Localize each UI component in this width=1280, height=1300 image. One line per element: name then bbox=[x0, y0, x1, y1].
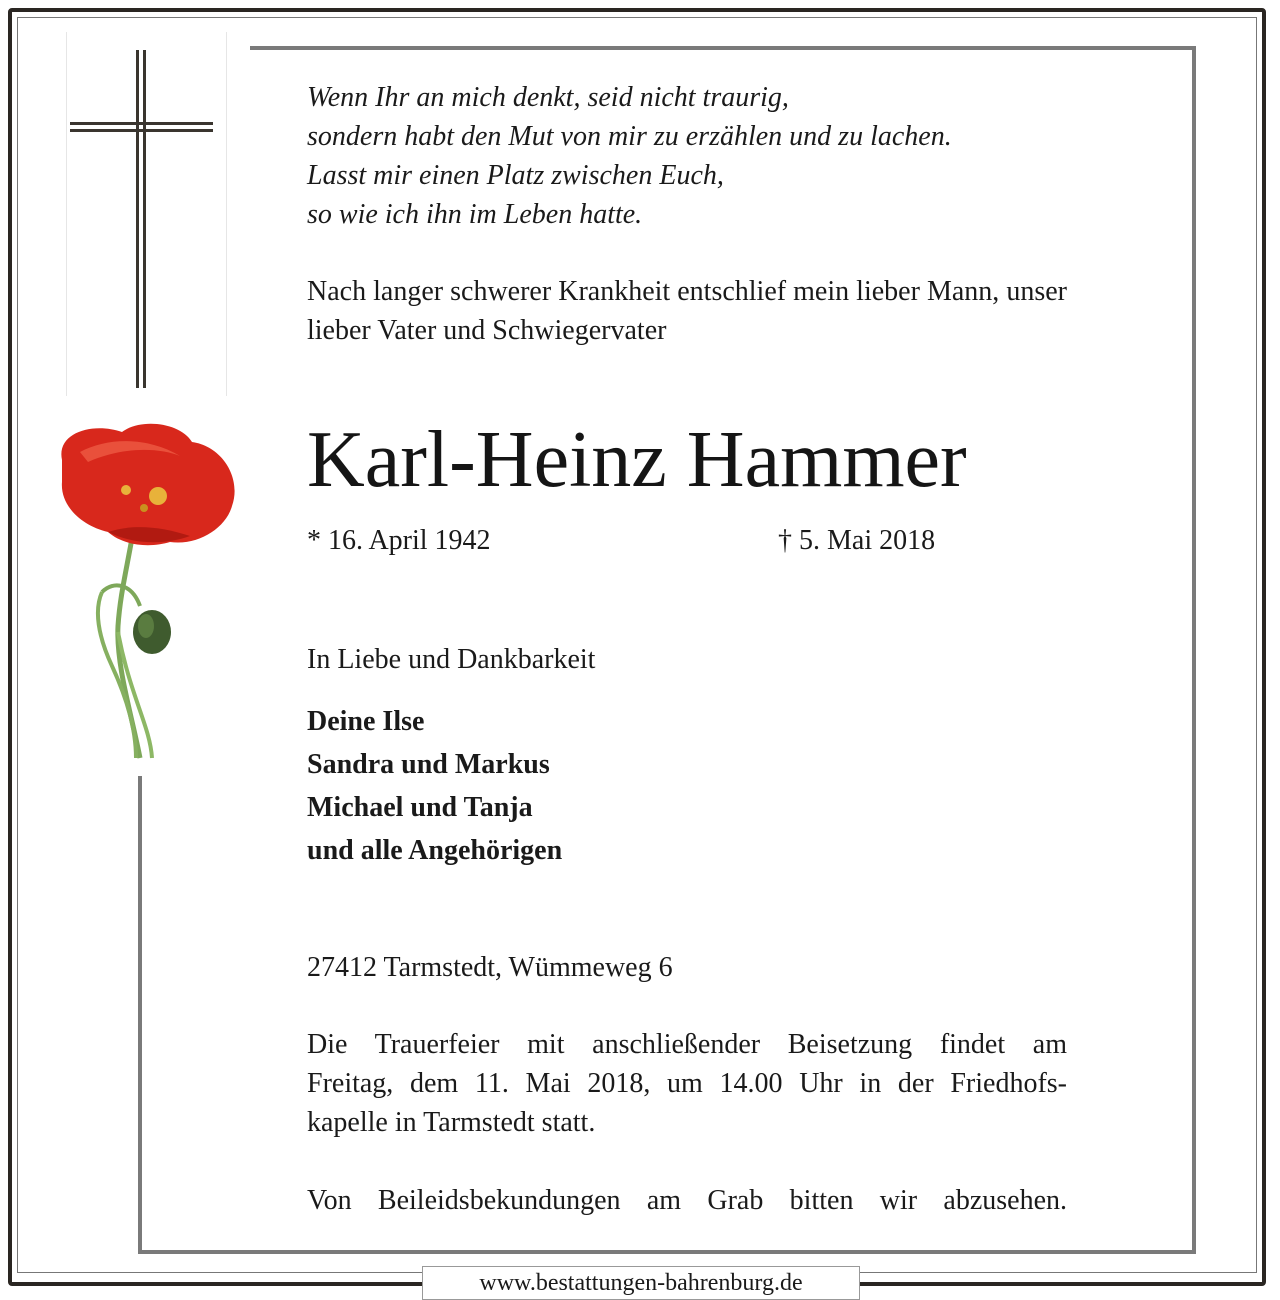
ceremony-text bbox=[307, 1025, 1067, 1142]
poppy-flower-icon bbox=[40, 396, 250, 776]
poem bbox=[307, 78, 1067, 234]
ceremony-line: Freitag, dem 11. Mai 2018, um 14.00 Uhr in der Friedhofs- bbox=[307, 1068, 1067, 1099]
address: 27412 Tarmstedt, Wümmeweg 6 bbox=[307, 952, 673, 983]
flower-panel bbox=[40, 396, 250, 776]
poem-line: so wie ich ihn im Leben hatte. bbox=[307, 199, 643, 230]
intro-text: Nach langer schwerer Krankheit entschlief mein lieber Mann, unser lieber Vater und Schwiegervater bbox=[307, 276, 1067, 346]
family-member: Michael und Tanja bbox=[307, 792, 533, 823]
family-member: und alle Angehörigen bbox=[307, 835, 563, 866]
poem-line: sondern habt den Mut von mir zu erzählen und zu lachen. bbox=[307, 121, 952, 152]
ceremony-line: kapelle in Tarmstedt statt. bbox=[307, 1107, 596, 1138]
cross-panel bbox=[40, 32, 250, 396]
deceased-name: Karl-Heinz Hammer bbox=[307, 416, 967, 504]
condolence-note: Von Beileidsbekundungen am Grab bitten wir abzusehen. bbox=[307, 1185, 1067, 1216]
poem-line: Wenn Ihr an mich denkt, seid nicht traurig, bbox=[307, 82, 789, 113]
thanks-line: In Liebe und Dankbarkeit bbox=[307, 644, 596, 675]
family-list bbox=[307, 700, 562, 872]
birth-date: * 16. April 1942 bbox=[307, 525, 491, 556]
website-link[interactable]: www.bestattungen-bahrenburg.de bbox=[422, 1266, 860, 1300]
death-date: † 5. Mai 2018 bbox=[778, 525, 936, 556]
cross-icon bbox=[40, 32, 250, 396]
ceremony-line: Die Trauerfeier mit anschließender Beisetzung findet am bbox=[307, 1029, 1067, 1060]
poem-line: Lasst mir einen Platz zwischen Euch, bbox=[307, 160, 724, 191]
family-member: Deine Ilse bbox=[307, 706, 425, 737]
family-member: Sandra und Markus bbox=[307, 749, 550, 780]
